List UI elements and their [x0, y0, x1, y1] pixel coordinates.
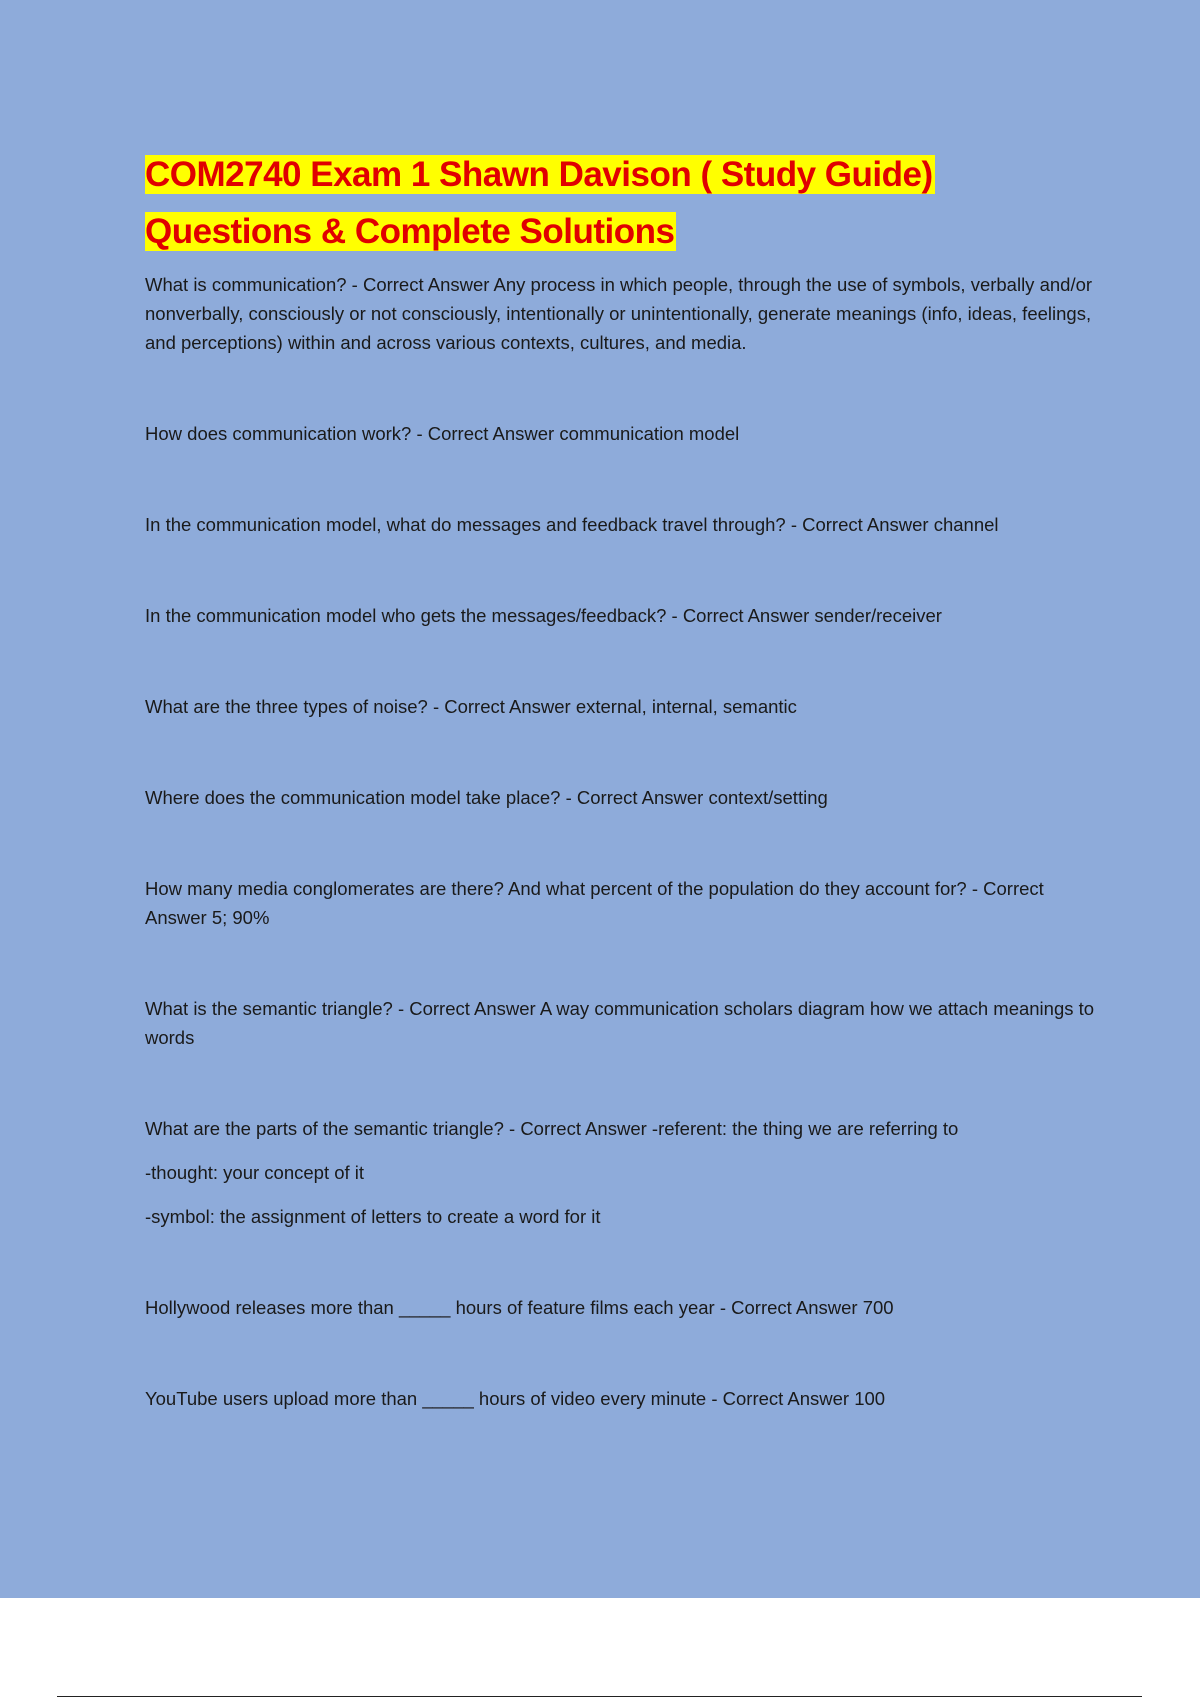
qa-text: Where does the communication model take place? - Correct Answer context/setting — [145, 787, 828, 808]
qa-item — [145, 601, 1095, 630]
qa-subline: -thought: your concept of it — [145, 1162, 365, 1183]
qa-item — [145, 1384, 1095, 1413]
qa-item — [145, 783, 1095, 812]
document-content — [145, 146, 1095, 1475]
qa-text: What are the parts of the semantic triangle? - Correct Answer -referent: the thing we are referring to — [145, 1118, 959, 1139]
qa-item — [145, 692, 1095, 721]
qa-text: What is communication? - Correct Answer Any process in which people, through the use of symbols, verbally and/or nonverbally, consciously or not consciously, intentionally or unintentionally, generate meanings (info, ideas, feelings, and perceptions) within and across various contexts, cultures, and media. — [145, 274, 1093, 353]
qa-text: YouTube users upload more than _____ hours of video every minute - Correct Answer 100 — [145, 1388, 886, 1409]
qa-text: What are the three types of noise? - Correct Answer external, internal, semantic — [145, 696, 797, 717]
qa-item — [145, 874, 1095, 932]
qa-item — [145, 1293, 1095, 1322]
document-title — [145, 146, 1095, 260]
qa-text: How does communication work? - Correct Answer communication model — [145, 423, 740, 444]
qa-text: How many media conglomerates are there? And what percent of the population do they account for? - Correct Answer 5; 90% — [145, 878, 1044, 928]
qa-list — [145, 270, 1095, 1413]
title-line-2: Questions & Complete Solutions — [145, 212, 675, 251]
qa-item — [145, 994, 1095, 1052]
qa-text: Hollywood releases more than _____ hours of feature films each year - Correct Answer 700 — [145, 1297, 894, 1318]
qa-text: In the communication model, what do messages and feedback travel through? - Correct Answer channel — [145, 514, 999, 535]
qa-text: In the communication model who gets the messages/feedback? - Correct Answer sender/receiver — [145, 605, 942, 626]
qa-subline: -symbol: the assignment of letters to create a word for it — [145, 1206, 601, 1227]
qa-item — [145, 1114, 1095, 1231]
title-line-1: COM2740 Exam 1 Shawn Davison ( Study Guide) — [145, 155, 933, 194]
qa-item — [145, 270, 1095, 357]
qa-text: What is the semantic triangle? - Correct Answer A way communication scholars diagram how we attach meanings to words — [145, 998, 1095, 1048]
page-separator-line — [57, 1696, 1142, 1697]
qa-item — [145, 510, 1095, 539]
qa-item — [145, 419, 1095, 448]
